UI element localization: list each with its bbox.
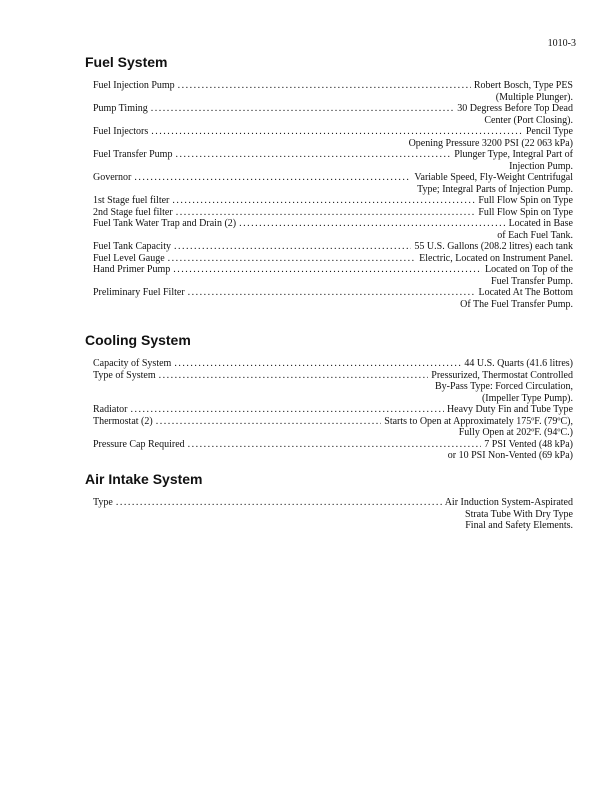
spec-label: Pump Timing [93,103,148,114]
spec-value-continuation: Strata Tube With Dry Type [465,508,573,520]
section-title: Fuel System [85,54,168,70]
dot-leader [134,172,411,184]
spec-value-continuation: Center (Port Closing). [484,114,573,126]
spec-value: Located in Base [508,218,573,229]
spec-value: Full Flow Spin on Type [478,195,573,206]
dot-leader [151,103,454,115]
spec-value: Plunger Type, Integral Part of [454,149,573,160]
spec-label: Fuel Injectors [93,126,149,137]
dot-leader [159,370,429,382]
spec-label: Fuel Level Gauge [93,252,165,264]
spec-value: Pressurized, Thermostat Controlled [431,369,573,381]
spec-label: 2nd Stage fuel filter [93,206,173,218]
section-title: Air Intake System [85,471,203,487]
spec-value-continuation: Fully Open at 202ºF. (94ºC.) [458,427,573,438]
spec-label: Pressure Cap Required [93,438,185,450]
spec-label: Preliminary Fuel Filter [93,287,185,298]
dot-leader [156,416,382,428]
dot-leader [174,241,411,253]
dot-leader [168,253,417,265]
spec-value-continuation: Fuel Transfer Pump. [491,275,573,287]
spec-row [93,358,573,370]
spec-row [93,241,573,253]
dot-leader [176,207,476,219]
spec-label: Radiator [93,404,128,415]
spec-row [93,370,573,382]
spec-value-continuation: Opening Pressure 3200 PSI (22 063 kPa) [408,137,573,149]
spec-value: Located on Top of the [485,264,573,275]
spec-row [93,416,573,428]
dot-leader [174,358,461,370]
spec-value-continuation: Injection Pump. [509,160,573,172]
dot-leader [151,126,523,138]
spec-row [93,264,573,276]
spec-label: Type [93,497,113,508]
spec-value: Full Flow Spin on Type [478,206,573,218]
spec-row [93,439,573,451]
spec-value-continuation: of Each Fuel Tank. [497,229,573,241]
section-title: Cooling System [85,332,191,348]
spec-value: 44 U.S. Quarts (41.6 litres) [464,358,573,369]
spec-value-continuation: Of The Fuel Transfer Pump. [460,298,573,310]
dot-leader [178,80,471,92]
spec-value-continuation: Final and Safety Elements. [465,520,573,531]
spec-label: Governor [93,172,132,183]
spec-row [93,195,573,207]
spec-value-continuation: (Multiple Plunger). [495,91,573,103]
spec-value-continuation: By-Pass Type: Forced Circulation, [435,381,573,392]
dot-leader [188,439,482,451]
dot-leader [130,404,444,416]
spec-label: Hand Primer Pump [93,264,171,275]
spec-row [93,80,573,92]
spec-row [93,404,573,416]
spec-label: Capacity of System [93,358,172,369]
spec-row [93,103,573,115]
spec-label: Thermostat (2) [93,415,153,427]
spec-value: Starts to Open at Approximately 175ºF. (79ºC), [384,415,573,427]
spec-row [93,497,573,509]
spec-row [93,218,573,230]
page-number: 1010-3 [547,38,576,49]
spec-label: Type of System [93,369,156,381]
dot-leader [188,287,476,299]
spec-list [93,497,573,532]
spec-row [93,149,573,161]
spec-label: Fuel Injection Pump [93,80,175,91]
spec-value: Heavy Duty Fin and Tube Type [446,404,573,415]
spec-row [93,207,573,219]
spec-label: Fuel Tank Water Trap and Drain (2) [93,218,237,229]
spec-label: Fuel Transfer Pump [93,149,173,160]
spec-value-continuation: (Impeller Type Pump). [481,392,573,404]
fuel-system-section [87,54,575,310]
dot-leader [175,149,451,161]
spec-row [93,172,573,184]
spec-value: Pencil Type [525,126,573,137]
cooling-system-section [87,332,575,462]
dot-leader [116,497,442,509]
spec-value: 55 U.S. Gallons (208.2 litres) each tank [414,241,573,252]
spec-value: Variable Speed, Fly-Weight Centrifugal [414,172,573,183]
spec-row [93,126,573,138]
spec-label: Fuel Tank Capacity [93,241,171,252]
dot-leader [172,195,475,207]
dot-leader [239,218,505,230]
spec-label: 1st Stage fuel filter [93,195,170,206]
spec-value: 7 PSI Vented (48 kPa) [484,438,573,450]
spec-row [93,287,573,299]
spec-value: Air Induction System-Aspirated [444,497,573,508]
spec-row [93,253,573,265]
air-intake-system-section [87,471,575,532]
spec-value: 30 Degress Before Top Dead [457,103,573,114]
spec-value: Electric, Located on Instrument Panel. [419,252,573,264]
spec-value-continuation: or 10 PSI Non-Vented (69 kPa) [447,450,573,461]
spec-value: Robert Bosch, Type PES [473,80,573,91]
spec-value: Located At The Bottom [478,287,573,298]
dot-leader [173,264,482,276]
spec-list [93,80,573,310]
spec-value-continuation: Type; Integral Parts of Injection Pump. [417,183,573,195]
spec-list [93,358,573,462]
